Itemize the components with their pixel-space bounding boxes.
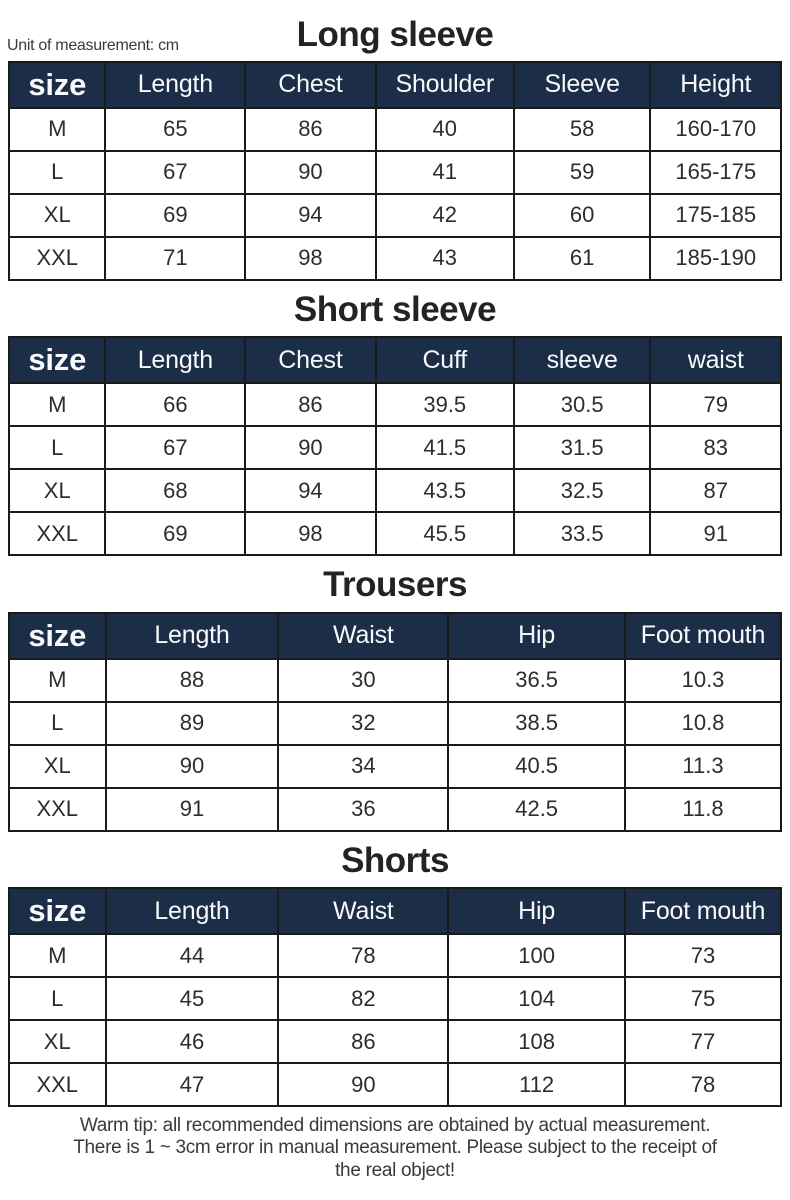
- column-header-waist: Waist: [278, 613, 448, 659]
- value-cell: 33.5: [514, 512, 651, 555]
- value-cell: 40: [376, 108, 514, 151]
- value-cell: 83: [650, 426, 781, 469]
- size-cell: L: [9, 151, 105, 194]
- column-header-length: Length: [106, 613, 279, 659]
- header-row: [9, 888, 781, 934]
- size-cell: L: [9, 977, 106, 1020]
- value-cell: 41.5: [376, 426, 514, 469]
- value-cell: 112: [448, 1063, 625, 1106]
- column-header-cuff: Cuff: [376, 337, 514, 383]
- table-row: [9, 194, 781, 237]
- table-title-trousers: Trousers: [323, 565, 467, 604]
- value-cell: 90: [106, 745, 279, 788]
- trousers-section: [0, 556, 790, 832]
- value-cell: 108: [448, 1020, 625, 1063]
- value-cell: 10.3: [625, 659, 781, 702]
- value-cell: 40.5: [448, 745, 625, 788]
- size-cell: XL: [9, 745, 106, 788]
- value-cell: 30: [278, 659, 448, 702]
- value-cell: 30.5: [514, 383, 651, 426]
- value-cell: 86: [245, 383, 375, 426]
- column-header-hip: Hip: [448, 613, 625, 659]
- size-cell: L: [9, 426, 105, 469]
- value-cell: 86: [278, 1020, 448, 1063]
- table-row: [9, 469, 781, 512]
- column-header-size: size: [9, 613, 106, 659]
- warm-tip-line: the real object!: [335, 1159, 455, 1181]
- size-cell: XXL: [9, 512, 105, 555]
- value-cell: 90: [278, 1063, 448, 1106]
- column-header-waist: Waist: [278, 888, 448, 934]
- table-row: [9, 1063, 781, 1106]
- value-cell: 89: [106, 702, 279, 745]
- column-header-length: Length: [105, 337, 245, 383]
- value-cell: 43.5: [376, 469, 514, 512]
- trousers-table: [8, 612, 782, 832]
- value-cell: 42.5: [448, 788, 625, 831]
- table-row: [9, 702, 781, 745]
- value-cell: 38.5: [448, 702, 625, 745]
- value-cell: 77: [625, 1020, 781, 1063]
- value-cell: 71: [105, 237, 245, 280]
- value-cell: 69: [105, 194, 245, 237]
- table-row: [9, 788, 781, 831]
- value-cell: 88: [106, 659, 279, 702]
- value-cell: 41: [376, 151, 514, 194]
- value-cell: 42: [376, 194, 514, 237]
- size-cell: XL: [9, 194, 105, 237]
- value-cell: 91: [650, 512, 781, 555]
- table-row: [9, 426, 781, 469]
- column-header-foot-mouth: Foot mouth: [625, 613, 781, 659]
- column-header-sleeve: sleeve: [514, 337, 651, 383]
- value-cell: 31.5: [514, 426, 651, 469]
- short-sleeve-section: [0, 281, 790, 557]
- value-cell: 67: [105, 151, 245, 194]
- long-sleeve-section: [0, 61, 790, 281]
- table-row: [9, 108, 781, 151]
- value-cell: 91: [106, 788, 279, 831]
- value-cell: 44: [106, 934, 279, 977]
- warm-tip-line: Warm tip: all recommended dimensions are obtained by actual measurement.: [79, 1115, 711, 1136]
- value-cell: 65: [105, 108, 245, 151]
- table-row: [9, 512, 781, 555]
- table-row: [9, 977, 781, 1020]
- size-cell: XL: [9, 1020, 106, 1063]
- column-header-sleeve: Sleeve: [514, 62, 651, 108]
- value-cell: 104: [448, 977, 625, 1020]
- column-header-chest: Chest: [245, 62, 375, 108]
- value-cell: 10.8: [625, 702, 781, 745]
- column-header-foot-mouth: Foot mouth: [625, 888, 781, 934]
- column-header-size: size: [9, 888, 106, 934]
- table-title-long-sleeve: Long sleeve: [296, 15, 494, 54]
- warm-tip-note: [0, 1115, 790, 1182]
- table-title-shorts: Shorts: [341, 840, 449, 880]
- value-cell: 86: [245, 108, 375, 151]
- value-cell: 100: [448, 934, 625, 977]
- value-cell: 175-185: [650, 194, 781, 237]
- table-row: [9, 934, 781, 977]
- value-cell: 67: [105, 426, 245, 469]
- column-header-hip: Hip: [448, 888, 625, 934]
- value-cell: 98: [245, 237, 375, 280]
- value-cell: 69: [105, 512, 245, 555]
- column-header-size: size: [9, 62, 105, 108]
- value-cell: 78: [625, 1063, 781, 1106]
- value-cell: 34: [278, 745, 448, 788]
- value-cell: 94: [245, 469, 375, 512]
- value-cell: 90: [245, 426, 375, 469]
- column-header-chest: Chest: [245, 337, 375, 383]
- header-row: [9, 337, 781, 383]
- size-cell: M: [9, 659, 106, 702]
- table-row: [9, 1020, 781, 1063]
- warm-tip-line: There is 1 ~ 3cm error in manual measurement. Please subject to the receipt of: [73, 1137, 717, 1159]
- column-header-height: Height: [650, 62, 781, 108]
- size-cell: M: [9, 383, 105, 426]
- value-cell: 11.3: [625, 745, 781, 788]
- value-cell: 98: [245, 512, 375, 555]
- column-header-waist: waist: [650, 337, 781, 383]
- unit-of-measurement-note: Unit of measurement: cm: [7, 36, 179, 54]
- value-cell: 39.5: [376, 383, 514, 426]
- value-cell: 66: [105, 383, 245, 426]
- value-cell: 61: [514, 237, 651, 280]
- value-cell: 73: [625, 934, 781, 977]
- value-cell: 75: [625, 977, 781, 1020]
- value-cell: 79: [650, 383, 781, 426]
- size-cell: XXL: [9, 788, 106, 831]
- header-row: [9, 613, 781, 659]
- size-cell: XXL: [9, 1063, 106, 1106]
- long-sleeve-table: [8, 61, 782, 281]
- short-sleeve-table: [8, 336, 782, 556]
- value-cell: 43: [376, 237, 514, 280]
- value-cell: 165-175: [650, 151, 781, 194]
- value-cell: 94: [245, 194, 375, 237]
- value-cell: 60: [514, 194, 651, 237]
- value-cell: 58: [514, 108, 651, 151]
- size-cell: L: [9, 702, 106, 745]
- value-cell: 68: [105, 469, 245, 512]
- value-cell: 11.8: [625, 788, 781, 831]
- table-row: [9, 659, 781, 702]
- table-row: [9, 151, 781, 194]
- header-row: [9, 62, 781, 108]
- value-cell: 45.5: [376, 512, 514, 555]
- value-cell: 59: [514, 151, 651, 194]
- size-cell: M: [9, 934, 106, 977]
- value-cell: 160-170: [650, 108, 781, 151]
- value-cell: 82: [278, 977, 448, 1020]
- column-header-length: Length: [106, 888, 279, 934]
- value-cell: 46: [106, 1020, 279, 1063]
- shorts-section: [0, 832, 790, 1108]
- value-cell: 185-190: [650, 237, 781, 280]
- column-header-shoulder: Shoulder: [376, 62, 514, 108]
- value-cell: 36.5: [448, 659, 625, 702]
- table-row: [9, 237, 781, 280]
- size-cell: XXL: [9, 237, 105, 280]
- column-header-length: Length: [105, 62, 245, 108]
- value-cell: 36: [278, 788, 448, 831]
- value-cell: 32: [278, 702, 448, 745]
- page-header: [0, 0, 790, 61]
- table-row: [9, 383, 781, 426]
- value-cell: 47: [106, 1063, 279, 1106]
- size-cell: XL: [9, 469, 105, 512]
- value-cell: 45: [106, 977, 279, 1020]
- table-row: [9, 745, 781, 788]
- value-cell: 78: [278, 934, 448, 977]
- value-cell: 90: [245, 151, 375, 194]
- value-cell: 87: [650, 469, 781, 512]
- shorts-table: [8, 887, 782, 1107]
- value-cell: 32.5: [514, 469, 651, 512]
- column-header-size: size: [9, 337, 105, 383]
- table-title-short-sleeve: Short sleeve: [293, 289, 497, 329]
- size-cell: M: [9, 108, 105, 151]
